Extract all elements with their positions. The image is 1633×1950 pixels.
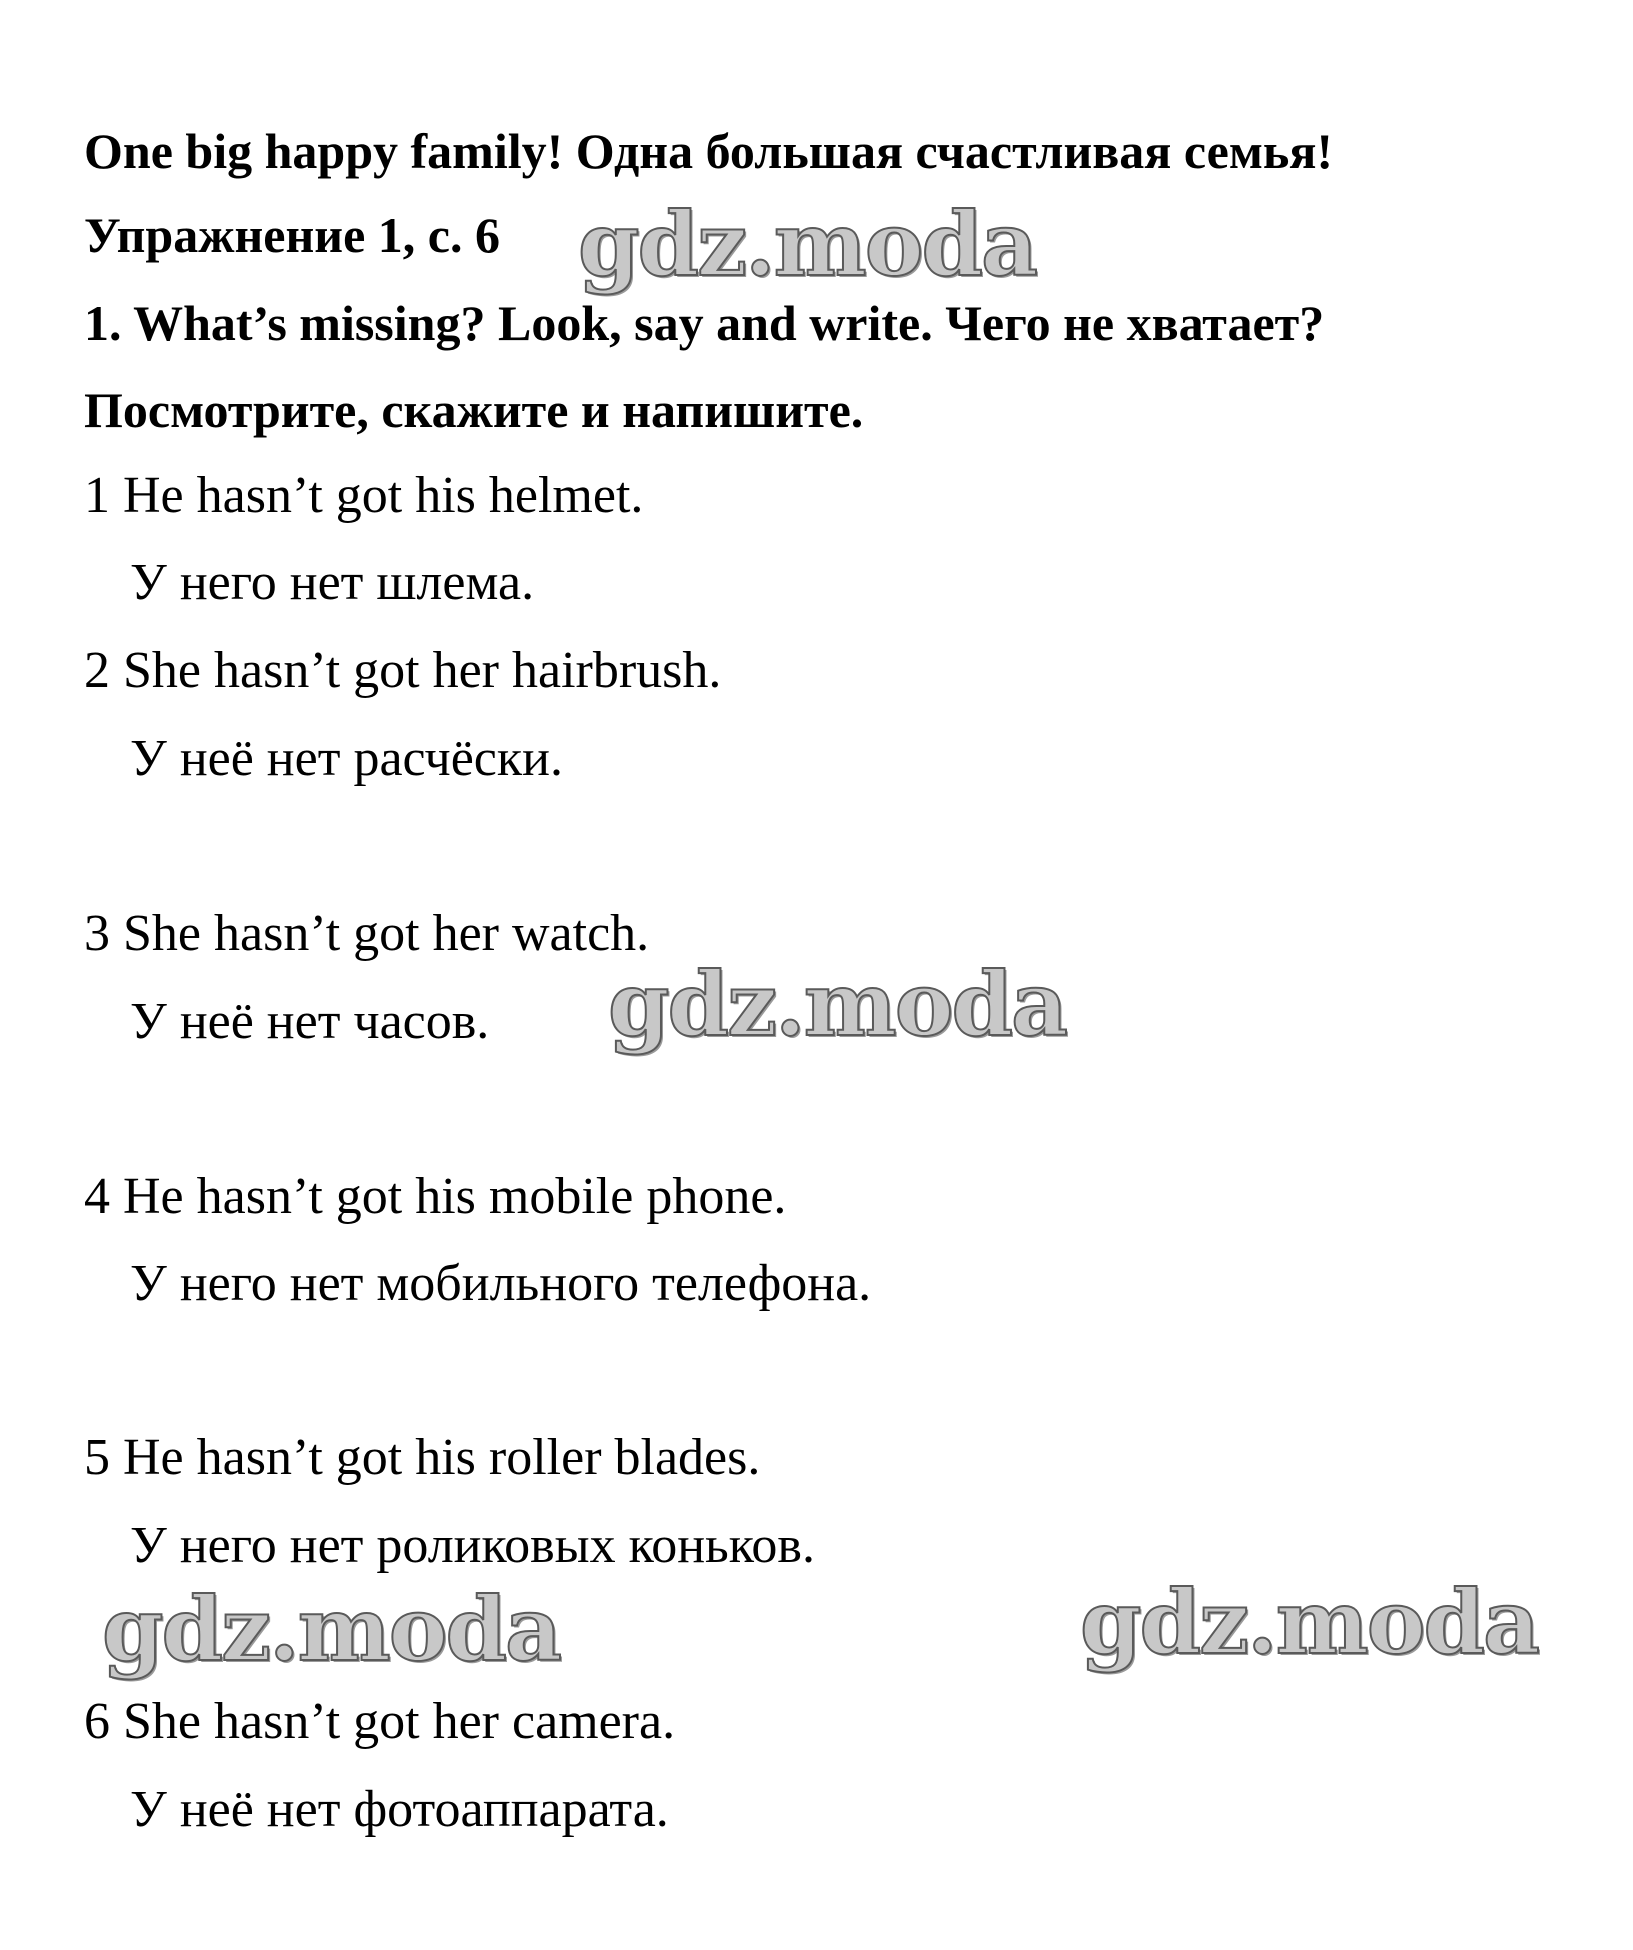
exercise-reference: Упражнение 1, с. 6 bbox=[84, 207, 500, 263]
watermark-middle: gdz.moda bbox=[608, 952, 1067, 1056]
page-title: One big happy family! Одна большая счастливая семья! bbox=[84, 123, 1334, 179]
item-4-russian: У него нет мобильного телефона. bbox=[130, 1255, 872, 1312]
task-instruction-line2: Посмотрите, скажите и напишите. bbox=[84, 382, 864, 438]
item-6-russian: У неё нет фотоаппарата. bbox=[130, 1781, 669, 1838]
item-5-english: 5 He hasn’t got his roller blades. bbox=[84, 1429, 761, 1486]
item-1-english: 1 He hasn’t got his helmet. bbox=[84, 467, 644, 524]
watermark-bottom-left: gdz.moda bbox=[102, 1577, 561, 1681]
item-2-russian: У неё нет расчёски. bbox=[130, 730, 563, 787]
task-instruction-line1: 1. What’s missing? Look, say and write. Чего не хватает? bbox=[84, 295, 1325, 351]
item-1-russian: У него нет шлема. bbox=[130, 554, 535, 611]
watermark-bottom-right: gdz.moda bbox=[1080, 1570, 1539, 1674]
item-3-english: 3 She hasn’t got her watch. bbox=[84, 905, 650, 962]
item-6-english: 6 She hasn’t got her camera. bbox=[84, 1693, 676, 1750]
item-3-russian: У неё нет часов. bbox=[130, 993, 490, 1050]
item-2-english: 2 She hasn’t got her hairbrush. bbox=[84, 642, 722, 699]
item-4-english: 4 He hasn’t got his mobile phone. bbox=[84, 1168, 787, 1225]
watermark-top: gdz.moda bbox=[578, 192, 1037, 296]
item-5-russian: У него нет роликовых коньков. bbox=[130, 1517, 815, 1574]
